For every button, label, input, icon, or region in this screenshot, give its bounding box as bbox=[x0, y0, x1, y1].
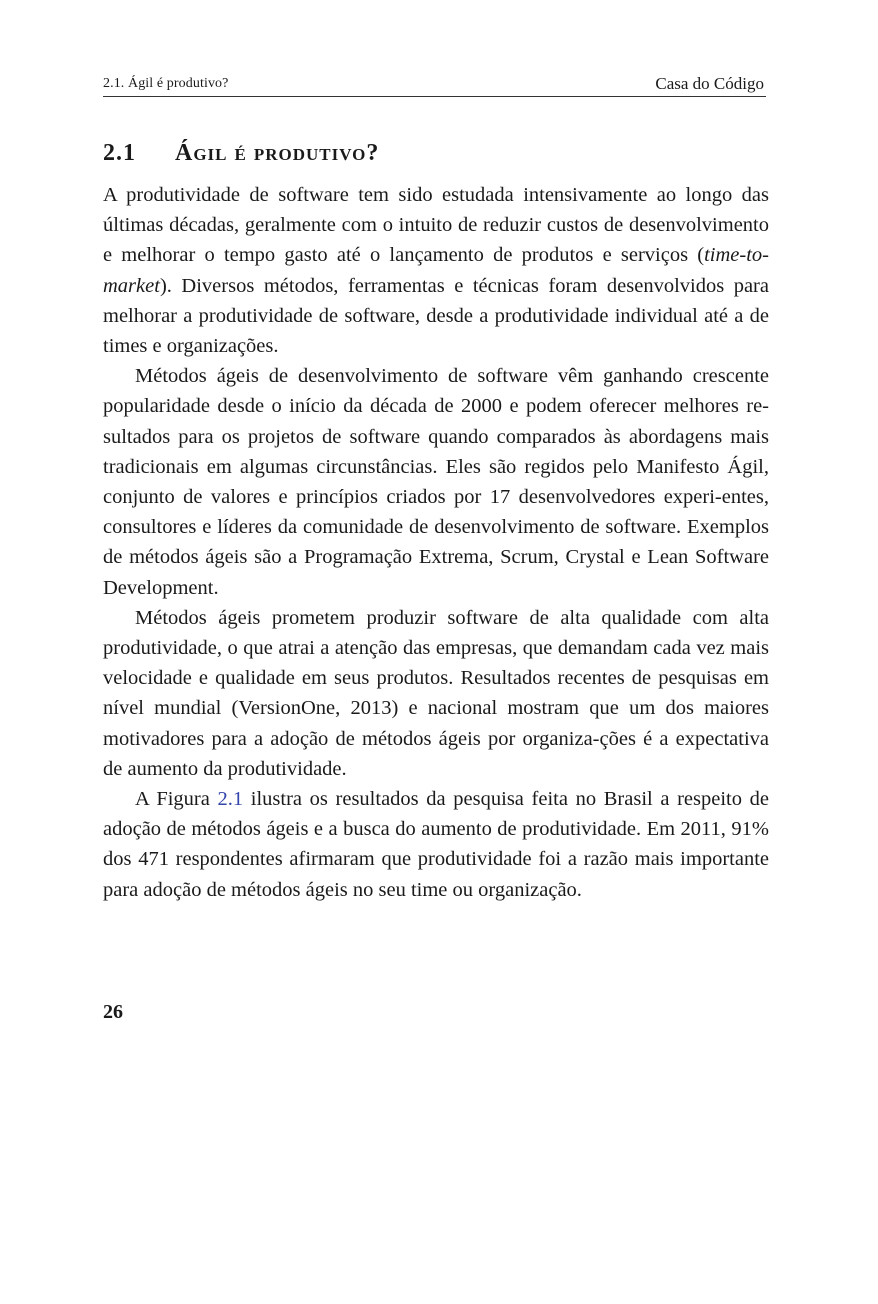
running-header-publisher: Casa do Código bbox=[655, 74, 764, 93]
paragraph bbox=[103, 784, 769, 905]
paragraph-text: A Figura bbox=[135, 788, 218, 811]
paragraph bbox=[103, 180, 769, 361]
running-header-section: 2.1. Ágil é produtivo? bbox=[103, 76, 229, 91]
italic-term: time-to-market bbox=[103, 244, 769, 297]
section-number: 2.1 bbox=[103, 140, 136, 166]
page-number: 26 bbox=[103, 1001, 123, 1023]
section-title: Ágil é produtivo? bbox=[175, 140, 380, 166]
paragraph-text: A produtividade de software tem sido estudada intensivamente ao longo das últimas décadas, geralmente com o intuito de reduzir custos de desenvolvimento e melhorar o tempo gasto até o lançamento de produtos e serviços ( bbox=[103, 184, 769, 267]
paragraph-text: ). Diversos métodos, ferramentas e técnicas foram desenvolvidos para melhorar a produtividade de software, desde a produtividade individual até a de times e organizações. bbox=[103, 274, 769, 358]
figure-reference-link[interactable]: 2.1 bbox=[217, 788, 244, 811]
body-text bbox=[103, 180, 769, 905]
paragraph: Métodos ágeis prometem produzir software de alta qualidade com alta produtividade, o que atrai a atenção das empresas, que demandam cada vez mais velocidade e qualidade em seus produtos. Resultados recentes de pesquisas em nível mundial (VersionOne, 2013) e nacional mostram que um dos maiores motivadores para a adoção de métodos ágeis por organiza-ções é a expectativa de aumento da produtividade. bbox=[103, 606, 769, 780]
paragraph-text: ilustra os resultados da pesquisa feita no Brasil a respeito de adoção de métodos ágeis e a busca do aumento de produtividade. Em 2011, 91% dos 471 respondentes afirmaram que produtividade foi a razão mais importante para adoção de métodos ágeis no seu time ou organização. bbox=[103, 788, 769, 901]
section-heading bbox=[103, 140, 379, 167]
running-header bbox=[103, 74, 766, 97]
paragraph: Métodos ágeis de desenvolvimento de software vêm ganhando crescente popularidade desde o início da década de 2000 e podem oferecer melhores resultados para os projetos de software quando comparados às abordagens mais tradicionais em algumas circunstâncias. Eles são regidos pelo Manifesto Ágil, conjunto de valores e princípios criados por 17 desenvolvedores experi-entes, consultores e líderes da comunidade de desenvolvimento de software. Exemplos de métodos ágeis são a Programação Extrema, Scrum, Crystal e Lean Software Development. bbox=[103, 365, 769, 599]
